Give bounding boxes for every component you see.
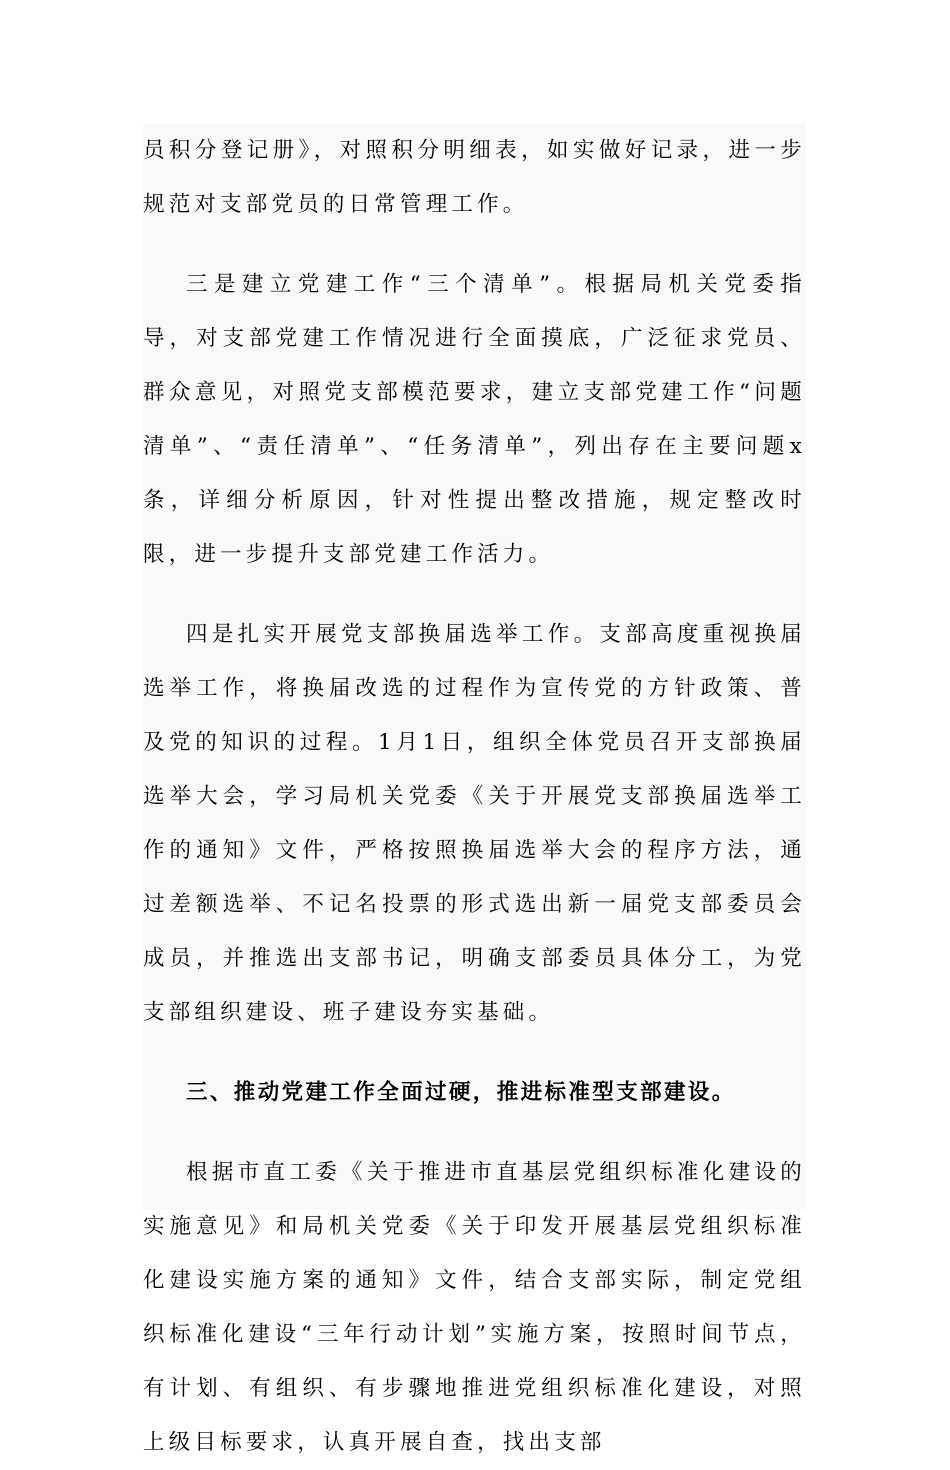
paragraph-continued: 员积分登记册》，对照积分明细表，如实做好记录，进一步规范对支部党员的日常管理工作。 <box>143 138 806 217</box>
document-page <box>143 124 806 1455</box>
paragraph-standardization: 根据市直工委《关于推进市直基层党组织标准化建设的实施意见》和局机关党委《关于印发开展基层党组织标准化建设实施方案的通知》文件，结合支部实际，制定党组织标准化建设“三年行动计划”实施方案，按照时间节点，有计划、有组织、有步骤地推进党组织标准化建设，对照上级目标要求，认真开展自查，找出支部 <box>143 1160 806 1455</box>
paragraph-three-lists: 三是建立党建工作“三个清单”。根据局机关党委指导，对支部党建工作情况进行全面摸底，广泛征求党员、群众意见，对照党支部模范要求，建立支部党建工作“问题清单”、“责任清单”、“任务清单”，列出存在主要问题x条，详细分析原因，针对性提出整改措施，规定整改时限，进一步提升支部党建工作活力。 <box>143 272 806 567</box>
paragraph-branch-election: 四是扎实开展党支部换届选举工作。支部高度重视换届选举工作，将换届改选的过程作为宣传党的方针政策、普及党的知识的过程。1月1日，组织全体党员召开支部换届选举大会，学习局机关党委《关于开展党支部换届选举工作的通知》文件，严格按照换届选举大会的程序方法，通过差额选举、不记名投票的形式选出新一届党支部委员会成员，并推选出支部书记，明确支部委员具体分工，为党支部组织建设、班子建设夯实基础。 <box>143 622 806 1025</box>
section-heading: 三、推动党建工作全面过硬，推进标准型支部建设。 <box>186 1080 736 1105</box>
